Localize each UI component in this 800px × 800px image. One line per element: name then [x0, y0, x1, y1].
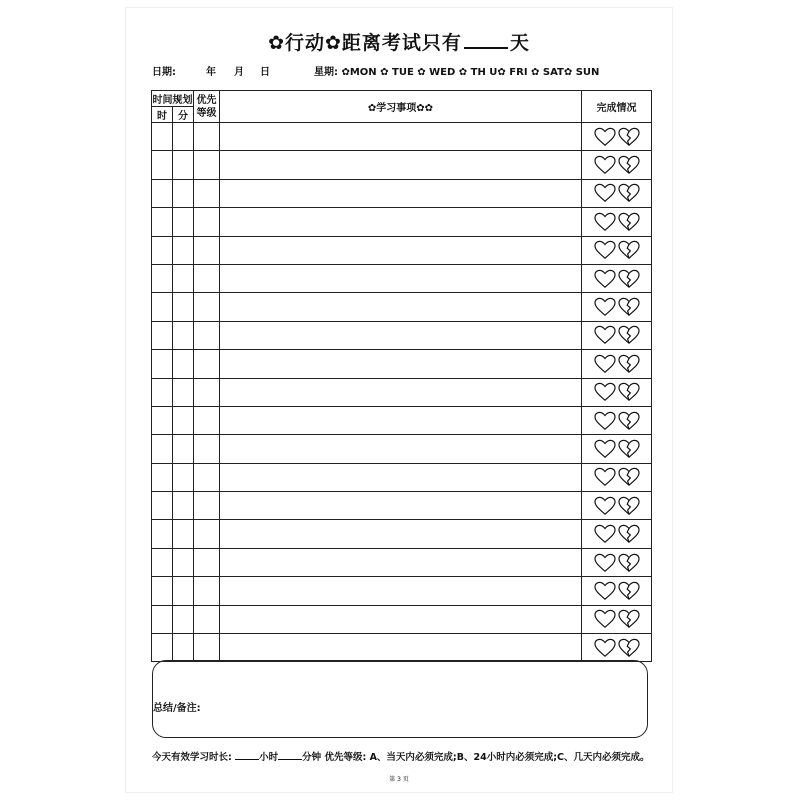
priority-cell[interactable]	[194, 321, 220, 349]
broken-heart-icon[interactable]	[618, 553, 640, 573]
heart-outline-icon[interactable]	[594, 439, 616, 459]
table-row	[152, 463, 652, 491]
study-item-cell[interactable]	[220, 236, 582, 264]
hour-cell[interactable]	[152, 435, 173, 463]
completion-hearts	[582, 212, 651, 232]
hour-cell[interactable]	[152, 151, 173, 179]
minute-cell[interactable]	[173, 605, 194, 633]
table-row	[152, 208, 652, 236]
broken-heart-icon[interactable]	[618, 467, 640, 487]
table-row	[152, 605, 652, 633]
completion-hearts	[582, 155, 651, 175]
heart-outline-icon[interactable]	[594, 240, 616, 260]
minute-cell[interactable]	[173, 520, 194, 548]
table-row	[152, 492, 652, 520]
table-row	[152, 321, 652, 349]
table-row	[152, 179, 652, 207]
hour-cell[interactable]	[152, 321, 173, 349]
study-items-header: ✿学习事项✿✿	[220, 91, 582, 123]
completion-cell	[582, 179, 652, 207]
broken-heart-icon[interactable]	[618, 439, 640, 459]
study-item-cell[interactable]	[220, 577, 582, 605]
completion-cell	[582, 208, 652, 236]
completion-cell	[582, 492, 652, 520]
completion-cell	[582, 293, 652, 321]
priority-cell[interactable]	[194, 123, 220, 151]
hour-cell[interactable]	[152, 208, 173, 236]
table-row	[152, 264, 652, 292]
completion-hearts	[582, 325, 651, 345]
table-row	[152, 520, 652, 548]
minute-header: 分	[173, 107, 194, 123]
priority-cell[interactable]	[194, 208, 220, 236]
hour-header: 时	[152, 107, 173, 123]
priority-header-line1: 优先	[196, 94, 217, 106]
completion-hearts	[582, 638, 651, 658]
broken-heart-icon[interactable]	[618, 297, 640, 317]
study-duration-label: 今天有效学习时长:	[152, 752, 232, 763]
completion-hearts	[582, 496, 651, 516]
priority-header	[194, 91, 220, 123]
priority-cell[interactable]	[194, 492, 220, 520]
heart-outline-icon[interactable]	[594, 183, 616, 203]
completion-cell	[582, 548, 652, 576]
broken-heart-icon[interactable]	[618, 609, 640, 629]
broken-heart-icon[interactable]	[618, 581, 640, 601]
completion-hearts	[582, 439, 651, 459]
completion-cell	[582, 520, 652, 548]
priority-header-line2: 等级	[196, 107, 217, 119]
hours-blank[interactable]	[235, 750, 259, 760]
table-row	[152, 577, 652, 605]
study-item-cell[interactable]	[220, 208, 582, 236]
week-line: 星期: ✿MON ✿ TUE ✿ WED ✿ TH U✿ FRI ✿ SAT✿ SUN	[314, 67, 600, 78]
completion-cell	[582, 321, 652, 349]
minute-cell[interactable]	[173, 406, 194, 434]
heart-outline-icon[interactable]	[594, 354, 616, 374]
hour-cell[interactable]	[152, 605, 173, 633]
minute-cell[interactable]	[173, 179, 194, 207]
heart-outline-icon[interactable]	[594, 553, 616, 573]
minute-cell[interactable]	[173, 548, 194, 576]
heart-outline-icon[interactable]	[594, 382, 616, 402]
heart-outline-icon[interactable]	[594, 609, 616, 629]
broken-heart-icon[interactable]	[618, 354, 640, 374]
priority-cell[interactable]	[194, 378, 220, 406]
broken-heart-icon[interactable]	[618, 183, 640, 203]
priority-legend: 优先等级: A、当天内必须完成;B、24小时内必须完成;C、几天内必须完成。	[324, 752, 650, 763]
priority-cell[interactable]	[194, 435, 220, 463]
priority-cell[interactable]	[194, 548, 220, 576]
hour-cell[interactable]	[152, 123, 173, 151]
priority-cell[interactable]	[194, 350, 220, 378]
broken-heart-icon[interactable]	[618, 269, 640, 289]
study-item-cell[interactable]	[220, 463, 582, 491]
minutes-blank[interactable]	[278, 750, 302, 760]
table-row	[152, 236, 652, 264]
hour-cell[interactable]	[152, 577, 173, 605]
page-number: 第 3 页	[389, 776, 409, 783]
minute-cell[interactable]	[173, 236, 194, 264]
heart-outline-icon[interactable]	[594, 325, 616, 345]
broken-heart-icon[interactable]	[618, 638, 640, 658]
priority-cell[interactable]	[194, 520, 220, 548]
minute-cell[interactable]	[173, 577, 194, 605]
table-row	[152, 406, 652, 434]
date-year: 年	[206, 67, 216, 78]
planner-page	[126, 8, 672, 792]
study-item-cell[interactable]	[220, 492, 582, 520]
study-item-cell[interactable]	[220, 634, 582, 662]
title-prefix: ✿行动✿距离考试只有	[268, 32, 462, 54]
broken-heart-icon[interactable]	[618, 411, 640, 431]
table-row	[152, 293, 652, 321]
notes-box[interactable]	[152, 660, 648, 738]
hour-cell[interactable]	[152, 492, 173, 520]
completion-cell	[582, 236, 652, 264]
completion-hearts	[582, 127, 651, 147]
table-body	[152, 123, 652, 662]
broken-heart-icon[interactable]	[618, 127, 640, 147]
table-row	[152, 378, 652, 406]
page-title	[126, 28, 672, 55]
completion-cell	[582, 634, 652, 662]
heart-outline-icon[interactable]	[594, 638, 616, 658]
date-label: 日期:	[152, 67, 176, 78]
broken-heart-icon[interactable]	[618, 382, 640, 402]
study-item-cell[interactable]	[220, 293, 582, 321]
hour-cell[interactable]	[152, 520, 173, 548]
days-blank[interactable]	[464, 33, 508, 49]
heart-outline-icon[interactable]	[594, 127, 616, 147]
minute-cell[interactable]	[173, 264, 194, 292]
study-item-cell[interactable]	[220, 548, 582, 576]
broken-heart-icon[interactable]	[618, 496, 640, 516]
notes-label: 总结/备注:	[153, 703, 201, 714]
completion-hearts	[582, 553, 651, 573]
completion-hearts	[582, 411, 651, 431]
heart-outline-icon[interactable]	[594, 467, 616, 487]
priority-cell[interactable]	[194, 264, 220, 292]
study-item-cell[interactable]	[220, 520, 582, 548]
minute-cell[interactable]	[173, 151, 194, 179]
table-row	[152, 350, 652, 378]
minute-cell[interactable]	[173, 463, 194, 491]
hour-cell[interactable]	[152, 406, 173, 434]
priority-cell[interactable]	[194, 293, 220, 321]
completion-hearts	[582, 581, 651, 601]
hour-cell[interactable]	[152, 634, 173, 662]
completion-hearts	[582, 524, 651, 544]
minute-cell[interactable]	[173, 492, 194, 520]
time-plan-header: 时间规划	[152, 91, 194, 107]
priority-cell[interactable]	[194, 463, 220, 491]
priority-cell[interactable]	[194, 634, 220, 662]
heart-outline-icon[interactable]	[594, 524, 616, 544]
heart-outline-icon[interactable]	[594, 411, 616, 431]
minute-cell[interactable]	[173, 208, 194, 236]
completion-cell	[582, 378, 652, 406]
broken-heart-icon[interactable]	[618, 325, 640, 345]
study-item-cell[interactable]	[220, 264, 582, 292]
heart-outline-icon[interactable]	[594, 269, 616, 289]
completion-hearts	[582, 467, 651, 487]
completion-hearts	[582, 382, 651, 402]
completion-hearts	[582, 609, 651, 629]
study-item-cell[interactable]	[220, 123, 582, 151]
priority-cell[interactable]	[194, 605, 220, 633]
hour-cell[interactable]	[152, 236, 173, 264]
minute-cell[interactable]	[173, 378, 194, 406]
broken-heart-icon[interactable]	[618, 524, 640, 544]
minute-cell[interactable]	[173, 634, 194, 662]
study-item-cell[interactable]	[220, 350, 582, 378]
date-month: 月	[234, 67, 244, 78]
table-row	[152, 435, 652, 463]
heart-outline-icon[interactable]	[594, 581, 616, 601]
minute-cell[interactable]	[173, 123, 194, 151]
completion-hearts	[582, 269, 651, 289]
completion-cell	[582, 123, 652, 151]
completion-cell	[582, 463, 652, 491]
completion-header: 完成情况	[582, 91, 652, 123]
completion-hearts	[582, 297, 651, 317]
study-item-cell[interactable]	[220, 406, 582, 434]
study-item-cell[interactable]	[220, 179, 582, 207]
minute-cell[interactable]	[173, 321, 194, 349]
minute-cell[interactable]	[173, 293, 194, 321]
title-suffix: 天	[509, 32, 530, 54]
completion-cell	[582, 605, 652, 633]
table-row	[152, 151, 652, 179]
study-item-cell[interactable]	[220, 321, 582, 349]
study-plan-table	[151, 90, 652, 662]
broken-heart-icon[interactable]	[618, 155, 640, 175]
completion-cell	[582, 264, 652, 292]
completion-hearts	[582, 354, 651, 374]
completion-cell	[582, 577, 652, 605]
hour-cell[interactable]	[152, 293, 173, 321]
table-row	[152, 634, 652, 662]
hour-cell[interactable]	[152, 264, 173, 292]
completion-cell	[582, 350, 652, 378]
study-item-cell[interactable]	[220, 378, 582, 406]
completion-cell	[582, 435, 652, 463]
completion-hearts	[582, 240, 651, 260]
priority-cell[interactable]	[194, 179, 220, 207]
hour-cell[interactable]	[152, 378, 173, 406]
heart-outline-icon[interactable]	[594, 297, 616, 317]
hour-cell[interactable]	[152, 350, 173, 378]
study-item-cell[interactable]	[220, 435, 582, 463]
minute-cell[interactable]	[173, 435, 194, 463]
completion-cell	[582, 406, 652, 434]
heart-outline-icon[interactable]	[594, 212, 616, 232]
broken-heart-icon[interactable]	[618, 212, 640, 232]
study-item-cell[interactable]	[220, 605, 582, 633]
footer-line	[152, 749, 649, 763]
hour-cell[interactable]	[152, 548, 173, 576]
heart-outline-icon[interactable]	[594, 496, 616, 516]
priority-cell[interactable]	[194, 151, 220, 179]
table-row	[152, 123, 652, 151]
table-row	[152, 548, 652, 576]
completion-hearts	[582, 183, 651, 203]
priority-cell[interactable]	[194, 406, 220, 434]
hour-cell[interactable]	[152, 463, 173, 491]
broken-heart-icon[interactable]	[618, 240, 640, 260]
completion-cell	[582, 151, 652, 179]
hour-cell[interactable]	[152, 179, 173, 207]
priority-cell[interactable]	[194, 236, 220, 264]
study-item-cell[interactable]	[220, 151, 582, 179]
date-day: 日	[260, 67, 270, 78]
hours-label: 小时	[259, 752, 279, 763]
minutes-label: 分钟	[302, 752, 322, 763]
priority-cell[interactable]	[194, 577, 220, 605]
heart-outline-icon[interactable]	[594, 155, 616, 175]
minute-cell[interactable]	[173, 350, 194, 378]
